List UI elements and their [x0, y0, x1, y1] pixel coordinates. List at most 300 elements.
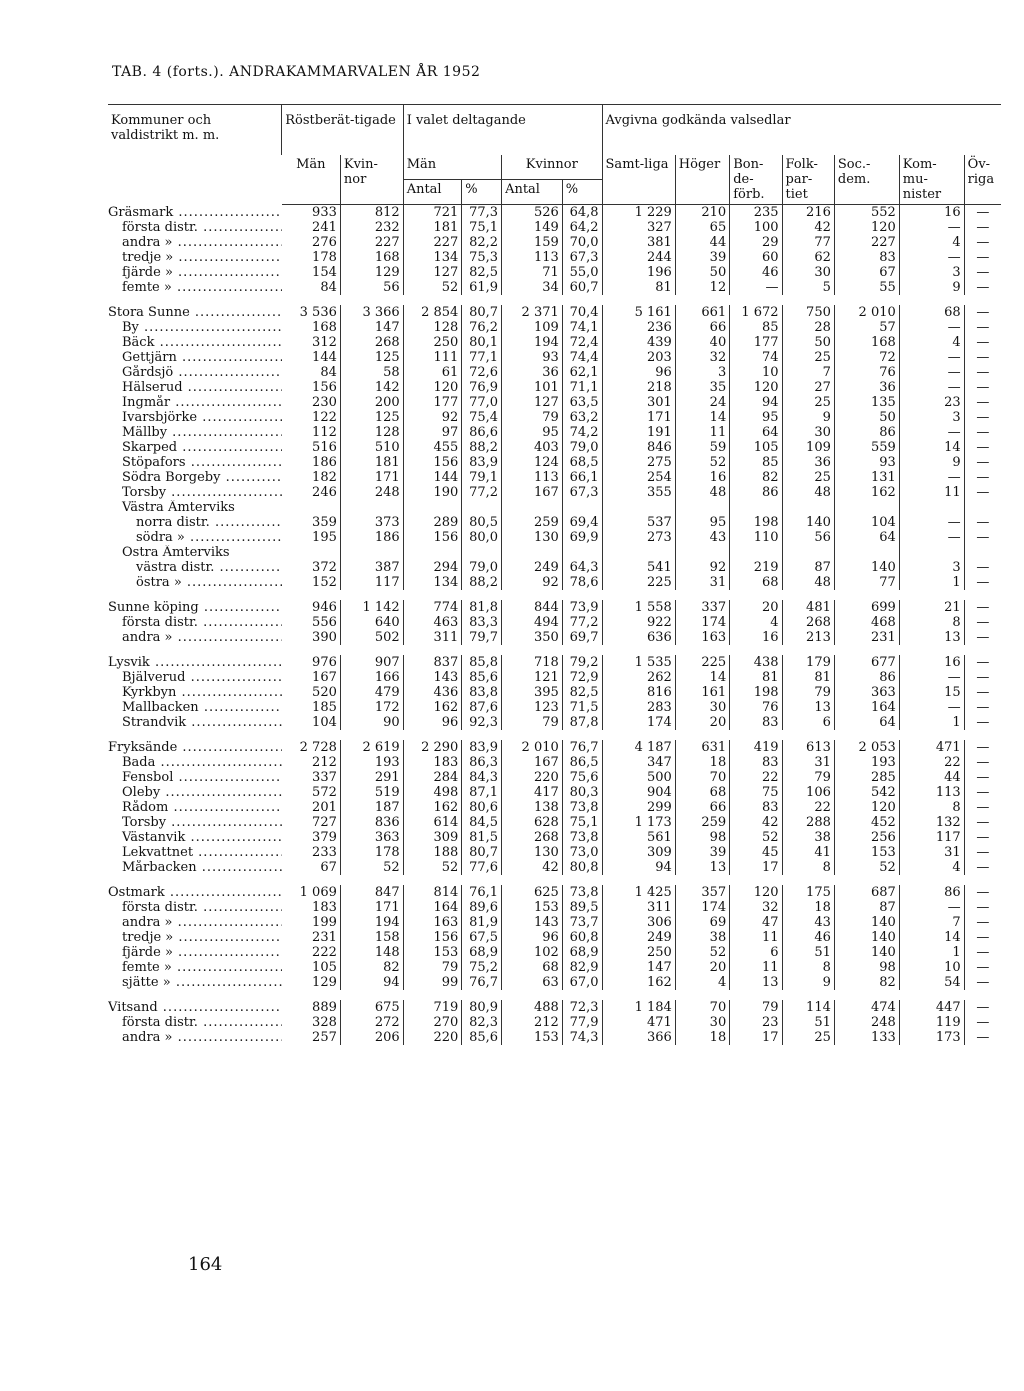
- row-label: [108, 545, 282, 560]
- cell-valet-man-antal: 721: [403, 205, 462, 221]
- cell-folkpartiet: 213: [782, 630, 834, 645]
- cell-socialdemokrater: 140: [834, 560, 899, 575]
- row-label-text: första distr.: [122, 900, 198, 915]
- cell-rost-kvinnor: 125: [340, 410, 403, 425]
- cell-ovriga: —: [964, 670, 1001, 685]
- leader-dots: [173, 945, 282, 960]
- cell-valet-man-antal: 97: [403, 425, 462, 440]
- cell-kommunister: 15: [899, 685, 964, 700]
- cell-rost-man: 933: [312, 205, 337, 220]
- cell-socialdemokrater: 363: [834, 685, 899, 700]
- cell-ovriga: —: [964, 930, 1001, 945]
- cell-valet-kvinnor-pct: 60,7: [562, 280, 602, 295]
- cell-samtliga: 816: [602, 685, 675, 700]
- cell-hoger: 357: [675, 885, 729, 900]
- cell-bondeforbundet: 45: [730, 845, 782, 860]
- cell-valet-man-antal: 814: [403, 885, 462, 900]
- row-label-text: Mårbacken: [122, 860, 197, 875]
- row-label-text: Strandvik: [122, 715, 187, 730]
- row-label: [108, 530, 282, 545]
- cell-socialdemokrater: 140: [834, 945, 899, 960]
- cell-socialdemokrater: 153: [834, 845, 899, 860]
- leader-dots: [197, 410, 282, 425]
- cell-kommunister: 44: [899, 770, 964, 785]
- leader-dots: [185, 670, 281, 685]
- leader-dots: [173, 630, 282, 645]
- cell-valet-man-pct: 75,3: [462, 250, 502, 265]
- cell-valet-kvinnor-antal: 159: [502, 235, 563, 250]
- cell-valet-kvinnor-antal: 130: [502, 845, 563, 860]
- cell-valet-man-pct: 83,9: [462, 740, 502, 755]
- cell-hoger: 43: [675, 530, 729, 545]
- cell-socialdemokrater: 67: [834, 265, 899, 280]
- row-label-text: första distr.: [122, 615, 198, 630]
- cell-valet-kvinnor-pct: 89,5: [562, 900, 602, 915]
- cell-hoger: 13: [675, 860, 729, 875]
- table-row: [108, 470, 1001, 485]
- cell-rost-man: 104: [312, 715, 337, 730]
- row-label-text: andra »: [122, 1030, 173, 1045]
- cell-bondeforbundet: 79: [730, 1000, 782, 1015]
- cell-hoger: [675, 500, 729, 515]
- cell-folkpartiet: 481: [782, 600, 834, 615]
- cell-samtliga: 162: [602, 975, 675, 990]
- cell-valet-kvinnor-pct: 71,1: [562, 380, 602, 395]
- row-label: [108, 1015, 282, 1030]
- cell-kommunister: 9: [899, 455, 964, 470]
- leader-dots: [166, 485, 282, 500]
- cell-kommunister: 1: [899, 575, 964, 590]
- cell-samtliga: 500: [602, 770, 675, 785]
- cell-rost-man: 230: [312, 395, 337, 410]
- cell-valet-man-antal: 162: [403, 700, 462, 715]
- cell-bondeforbundet: 4: [730, 615, 782, 630]
- cell-bondeforbundet: 120: [730, 885, 782, 900]
- cell-valet-man-antal: 183: [403, 755, 462, 770]
- cell-valet-man-antal: 111: [403, 350, 462, 365]
- cell-valet-kvinnor-pct: 71,5: [562, 700, 602, 715]
- cell-ovriga: —: [964, 830, 1001, 845]
- row-label: [108, 900, 282, 915]
- cell-samtliga: 537: [602, 515, 675, 530]
- cell-rost-kvinnor: 907: [340, 655, 403, 670]
- leader-dots: [190, 305, 282, 320]
- cell-ovriga: —: [964, 440, 1001, 455]
- cell-valet-kvinnor-pct: 66,1: [562, 470, 602, 485]
- cell-valet-man-antal: 61: [403, 365, 462, 380]
- cell-valet-kvinnor-antal: 79: [502, 410, 563, 425]
- cell-valet-kvinnor-pct: 76,7: [562, 740, 602, 755]
- cell-ovriga: —: [964, 410, 1001, 425]
- cell-rost-man: 186: [312, 455, 337, 470]
- cell-socialdemokrater: 164: [834, 700, 899, 715]
- cell-folkpartiet: 62: [782, 250, 834, 265]
- cell-valet-man-pct: 77,2: [462, 485, 502, 500]
- cell-valet-man-pct: 79,0: [462, 560, 502, 575]
- cell-kommunister: 117: [899, 830, 964, 845]
- cell-valet-kvinnor-pct: 62,1: [562, 365, 602, 380]
- cell-socialdemokrater: 77: [834, 575, 899, 590]
- cell-valet-kvinnor-pct: 73,8: [562, 885, 602, 900]
- cell-valet-man-antal: 294: [403, 560, 462, 575]
- cell-kommunister: 31: [899, 845, 964, 860]
- cell-hoger: 39: [675, 250, 729, 265]
- cell-ovriga: —: [964, 800, 1001, 815]
- cell-valet-man-antal: 220: [403, 1030, 462, 1045]
- cell-rost-man: 199: [312, 915, 337, 930]
- table-row: [108, 815, 1001, 830]
- cell-samtliga: 922: [602, 615, 675, 630]
- cell-valet-man-pct: 84,3: [462, 770, 502, 785]
- row-label: [108, 485, 282, 500]
- cell-rost-man: [282, 545, 341, 560]
- cell-kommunister: 22: [899, 755, 964, 770]
- cell-rost-man: 359: [312, 515, 337, 530]
- cell-valet-kvinnor-pct: 73,7: [562, 915, 602, 930]
- cell-valet-man-antal: 289: [403, 515, 462, 530]
- cell-socialdemokrater: 687: [834, 885, 899, 900]
- leader-dots: [186, 715, 282, 730]
- header-rost-kvinnor: Kvin-nor: [340, 155, 403, 205]
- cell-valet-kvinnor-antal: 42: [502, 860, 563, 875]
- row-label: [108, 305, 282, 320]
- cell-valet-kvinnor-antal: 143: [502, 915, 563, 930]
- cell-valet-man-antal: 163: [403, 915, 462, 930]
- cell-kommunister: 173: [899, 1030, 964, 1045]
- cell-rost-kvinnor: 3 366: [340, 305, 403, 320]
- cell-socialdemokrater: 87: [834, 900, 899, 915]
- cell-rost-kvinnor: 194: [340, 915, 403, 930]
- table-spacer: [108, 645, 1001, 655]
- row-label-text: Fryksände: [108, 740, 178, 755]
- cell-rost-man: 257: [312, 1030, 337, 1045]
- cell-folkpartiet: 51: [782, 1015, 834, 1030]
- cell-kommunister: 4: [899, 860, 964, 875]
- leader-dots: [158, 1000, 282, 1015]
- cell-samtliga: 301: [602, 395, 675, 410]
- cell-socialdemokrater: 120: [834, 800, 899, 815]
- row-label: [108, 335, 282, 350]
- cell-rost-kvinnor: 268: [340, 335, 403, 350]
- cell-rost-man: 167: [312, 670, 337, 685]
- row-label: [108, 1000, 282, 1015]
- cell-samtliga: 347: [602, 755, 675, 770]
- cell-hoger: 16: [675, 470, 729, 485]
- leader-dots: [214, 560, 281, 575]
- cell-valet-kvinnor-pct: 78,6: [562, 575, 602, 590]
- cell-rost-kvinnor: 58: [340, 365, 403, 380]
- cell-ovriga: —: [964, 755, 1001, 770]
- row-label-text: Fensbol: [122, 770, 174, 785]
- cell-hoger: 661: [675, 305, 729, 320]
- cell-hoger: 18: [675, 755, 729, 770]
- table-row: [108, 755, 1001, 770]
- cell-rost-kvinnor: 187: [340, 800, 403, 815]
- cell-bondeforbundet: 13: [730, 975, 782, 990]
- cell-kommunister: 4: [899, 335, 964, 350]
- cell-hoger: 69: [675, 915, 729, 930]
- cell-valet-kvinnor-pct: 74,4: [562, 350, 602, 365]
- cell-samtliga: 203: [602, 350, 675, 365]
- cell-valet-man-pct: 76,1: [462, 885, 502, 900]
- cell-socialdemokrater: 86: [834, 670, 899, 685]
- row-label: [108, 670, 282, 685]
- cell-rost-man: 156: [312, 380, 337, 395]
- cell-rost-man: 3 536: [299, 305, 337, 320]
- cell-bondeforbundet: 177: [730, 335, 782, 350]
- cell-ovriga: —: [964, 365, 1001, 380]
- leader-dots: [177, 740, 282, 755]
- row-label-text: Sunne köping: [108, 600, 199, 615]
- cell-valet-man-antal: 719: [403, 1000, 462, 1015]
- cell-rost-man: 212: [312, 755, 337, 770]
- cell-samtliga: 275: [602, 455, 675, 470]
- cell-bondeforbundet: 100: [730, 220, 782, 235]
- cell-ovriga: —: [964, 1015, 1001, 1030]
- cell-valet-man-pct: 80,1: [462, 335, 502, 350]
- cell-valet-man-pct: 67,5: [462, 930, 502, 945]
- table-row: [108, 915, 1001, 930]
- table-row: [108, 615, 1001, 630]
- cell-valet-man-pct: 81,5: [462, 830, 502, 845]
- cell-rost-kvinnor: 479: [340, 685, 403, 700]
- cell-valet-kvinnor-pct: 79,2: [562, 655, 602, 670]
- cell-valet-kvinnor-pct: 74,3: [562, 1030, 602, 1045]
- cell-kommunister: 8: [899, 615, 964, 630]
- table-row: [108, 305, 1001, 320]
- cell-valet-kvinnor-pct: 73,8: [562, 830, 602, 845]
- cell-valet-kvinnor-antal: 350: [502, 630, 563, 645]
- cell-valet-man-pct: 79,7: [462, 630, 502, 645]
- cell-rost-man: 516: [312, 440, 337, 455]
- table-row: [108, 205, 1001, 221]
- cell-valet-man-pct: 83,8: [462, 685, 502, 700]
- leader-dots: [193, 845, 282, 860]
- leader-dots: [154, 335, 281, 350]
- table-spacer: [108, 590, 1001, 600]
- row-label: [108, 600, 282, 615]
- leader-dots: [155, 755, 281, 770]
- cell-ovriga: —: [964, 845, 1001, 860]
- cell-rost-man: 122: [312, 410, 337, 425]
- table-row: [108, 515, 1001, 530]
- cell-rost-man: 337: [312, 770, 337, 785]
- cell-socialdemokrater: 50: [834, 410, 899, 425]
- cell-valet-kvinnor-pct: 67,3: [562, 250, 602, 265]
- header-avgivna-valsedlar: Avgivna godkända valsedlar: [602, 105, 1001, 156]
- cell-samtliga: 225: [602, 575, 675, 590]
- cell-valet-kvinnor-antal: 121: [502, 670, 563, 685]
- cell-rost-man: 390: [312, 630, 337, 645]
- cell-samtliga: [602, 500, 675, 515]
- cell-rost-man: 201: [312, 800, 337, 815]
- cell-valet-man-antal: 177: [403, 395, 462, 410]
- cell-folkpartiet: 6: [782, 715, 834, 730]
- cell-rost-man: 84: [320, 280, 337, 295]
- cell-valet-man-pct: 80,7: [462, 845, 502, 860]
- cell-socialdemokrater: 468: [834, 615, 899, 630]
- cell-valet-kvinnor-pct: 64,3: [562, 560, 602, 575]
- cell-hoger: 259: [675, 815, 729, 830]
- cell-valet-man-antal: 190: [403, 485, 462, 500]
- header-kvinnor-pct: %: [562, 179, 602, 204]
- cell-valet-kvinnor-pct: 63,2: [562, 410, 602, 425]
- cell-valet-kvinnor-antal: 123: [502, 700, 563, 715]
- cell-bondeforbundet: 110: [730, 530, 782, 545]
- cell-valet-man-pct: 83,3: [462, 615, 502, 630]
- cell-folkpartiet: 51: [782, 945, 834, 960]
- cell-samtliga: 254: [602, 470, 675, 485]
- cell-folkpartiet: 9: [782, 975, 834, 990]
- cell-ovriga: —: [964, 700, 1001, 715]
- cell-folkpartiet: 25: [782, 1030, 834, 1045]
- cell-rost-man: 222: [312, 945, 337, 960]
- table-row: [108, 455, 1001, 470]
- cell-rost-kvinnor: 90: [340, 715, 403, 730]
- cell-bondeforbundet: 438: [730, 655, 782, 670]
- leader-dots: [139, 320, 282, 335]
- cell-ovriga: —: [964, 815, 1001, 830]
- cell-valet-kvinnor-antal: 268: [502, 830, 563, 845]
- cell-folkpartiet: 25: [782, 470, 834, 485]
- cell-socialdemokrater: 83: [834, 250, 899, 265]
- row-label: [108, 575, 282, 590]
- cell-valet-man-antal: 127: [403, 265, 462, 280]
- cell-folkpartiet: [782, 545, 834, 560]
- cell-rost-kvinnor: [340, 545, 403, 560]
- cell-rost-kvinnor: 171: [340, 470, 403, 485]
- cell-folkpartiet: 46: [782, 930, 834, 945]
- cell-bondeforbundet: 60: [730, 250, 782, 265]
- cell-valet-kvinnor-antal: 93: [502, 350, 563, 365]
- table-spacer: [108, 730, 1001, 740]
- header-folkpartiet: Folk-par-tiet: [782, 155, 834, 205]
- row-label-text: Torsby: [122, 485, 167, 500]
- leader-dots: [197, 860, 282, 875]
- cell-rost-man: 379: [312, 830, 337, 845]
- cell-socialdemokrater: 474: [834, 1000, 899, 1015]
- row-label-text: Gräsmark: [108, 204, 174, 220]
- cell-socialdemokrater: 82: [834, 975, 899, 990]
- header-man-pct: %: [462, 179, 502, 204]
- cell-ovriga: —: [964, 945, 1001, 960]
- leader-dots: [177, 350, 282, 365]
- cell-samtliga: 846: [602, 440, 675, 455]
- cell-socialdemokrater: 162: [834, 485, 899, 500]
- cell-hoger: 161: [675, 685, 729, 700]
- cell-valet-man-pct: 79,1: [462, 470, 502, 485]
- cell-bondeforbundet: 75: [730, 785, 782, 800]
- cell-rost-man: 276: [312, 235, 337, 250]
- cell-samtliga: 96: [602, 365, 675, 380]
- cell-valet-kvinnor-pct: 75,1: [562, 815, 602, 830]
- header-valet-deltagande: I valet deltagande: [403, 105, 602, 156]
- leader-dots: [173, 365, 282, 380]
- cell-ovriga: —: [964, 960, 1001, 975]
- row-label: [108, 815, 282, 830]
- row-label: [108, 930, 282, 945]
- cell-hoger: 98: [675, 830, 729, 845]
- cell-valet-kvinnor-antal: 92: [502, 575, 563, 590]
- cell-bondeforbundet: 219: [730, 560, 782, 575]
- row-label-text: By: [122, 320, 139, 335]
- cell-kommunister: —: [899, 700, 964, 715]
- row-label: [108, 380, 282, 395]
- cell-valet-man-pct: 77,1: [462, 350, 502, 365]
- cell-valet-kvinnor-antal: [502, 500, 563, 515]
- cell-socialdemokrater: 140: [834, 915, 899, 930]
- leader-dots: [220, 470, 281, 485]
- table-row: [108, 830, 1001, 845]
- cell-rost-kvinnor: 640: [340, 615, 403, 630]
- cell-valet-kvinnor-antal: 718: [502, 655, 563, 670]
- table-row: [108, 975, 1001, 990]
- cell-bondeforbundet: 11: [730, 960, 782, 975]
- cell-valet-man-antal: 144: [403, 470, 462, 485]
- row-label-text: femte »: [122, 280, 172, 295]
- table-row: [108, 220, 1001, 235]
- cell-ovriga: —: [964, 915, 1001, 930]
- cell-rost-man: 727: [312, 815, 337, 830]
- cell-bondeforbundet: 52: [730, 830, 782, 845]
- cell-hoger: 20: [675, 960, 729, 975]
- cell-folkpartiet: 36: [782, 455, 834, 470]
- cell-valet-kvinnor-pct: 72,4: [562, 335, 602, 350]
- cell-valet-kvinnor-antal: 109: [502, 320, 563, 335]
- cell-valet-kvinnor-pct: 67,0: [562, 975, 602, 990]
- cell-valet-kvinnor-antal: 113: [502, 470, 563, 485]
- cell-folkpartiet: 31: [782, 755, 834, 770]
- cell-samtliga: 299: [602, 800, 675, 815]
- leader-dots: [198, 1015, 282, 1030]
- cell-hoger: 40: [675, 335, 729, 350]
- header-kommuner: Kommuner och valdistrikt m. m.: [108, 105, 282, 205]
- cell-hoger: 210: [675, 205, 729, 221]
- cell-ovriga: —: [964, 975, 1001, 990]
- row-label: [108, 945, 282, 960]
- row-label: [108, 500, 282, 515]
- cell-valet-kvinnor-antal: 34: [502, 280, 563, 295]
- table-row: [108, 945, 1001, 960]
- cell-valet-man-antal: 455: [403, 440, 462, 455]
- cell-valet-kvinnor-pct: 73,9: [562, 600, 602, 615]
- cell-kommunister: —: [899, 220, 964, 235]
- cell-valet-man-pct: 81,8: [462, 600, 502, 615]
- cell-bondeforbundet: 17: [730, 860, 782, 875]
- cell-valet-man-pct: 75,2: [462, 960, 502, 975]
- cell-samtliga: 1 184: [602, 1000, 675, 1015]
- header-rostberattigade: Röstberät-tigade: [282, 105, 403, 156]
- cell-valet-man-antal: 837: [403, 655, 462, 670]
- cell-valet-kvinnor-antal: 149: [502, 220, 563, 235]
- cell-valet-man-pct: 80,0: [462, 530, 502, 545]
- cell-bondeforbundet: 76: [730, 700, 782, 715]
- cell-socialdemokrater: [834, 500, 899, 515]
- cell-valet-man-antal: 774: [403, 600, 462, 615]
- cell-valet-man-antal: 498: [403, 785, 462, 800]
- row-label-text: Mallbacken: [122, 700, 199, 715]
- cell-valet-kvinnor-pct: 80,3: [562, 785, 602, 800]
- cell-ovriga: —: [964, 600, 1001, 615]
- cell-socialdemokrater: 64: [834, 715, 899, 730]
- cell-socialdemokrater: 552: [834, 205, 899, 221]
- cell-rost-man: 129: [312, 975, 337, 990]
- cell-kommunister: 14: [899, 440, 964, 455]
- cell-valet-man-pct: 85,6: [462, 1030, 502, 1045]
- row-label-text: Torsby: [122, 815, 167, 830]
- cell-valet-kvinnor-pct: 86,5: [562, 755, 602, 770]
- cell-samtliga: 541: [602, 560, 675, 575]
